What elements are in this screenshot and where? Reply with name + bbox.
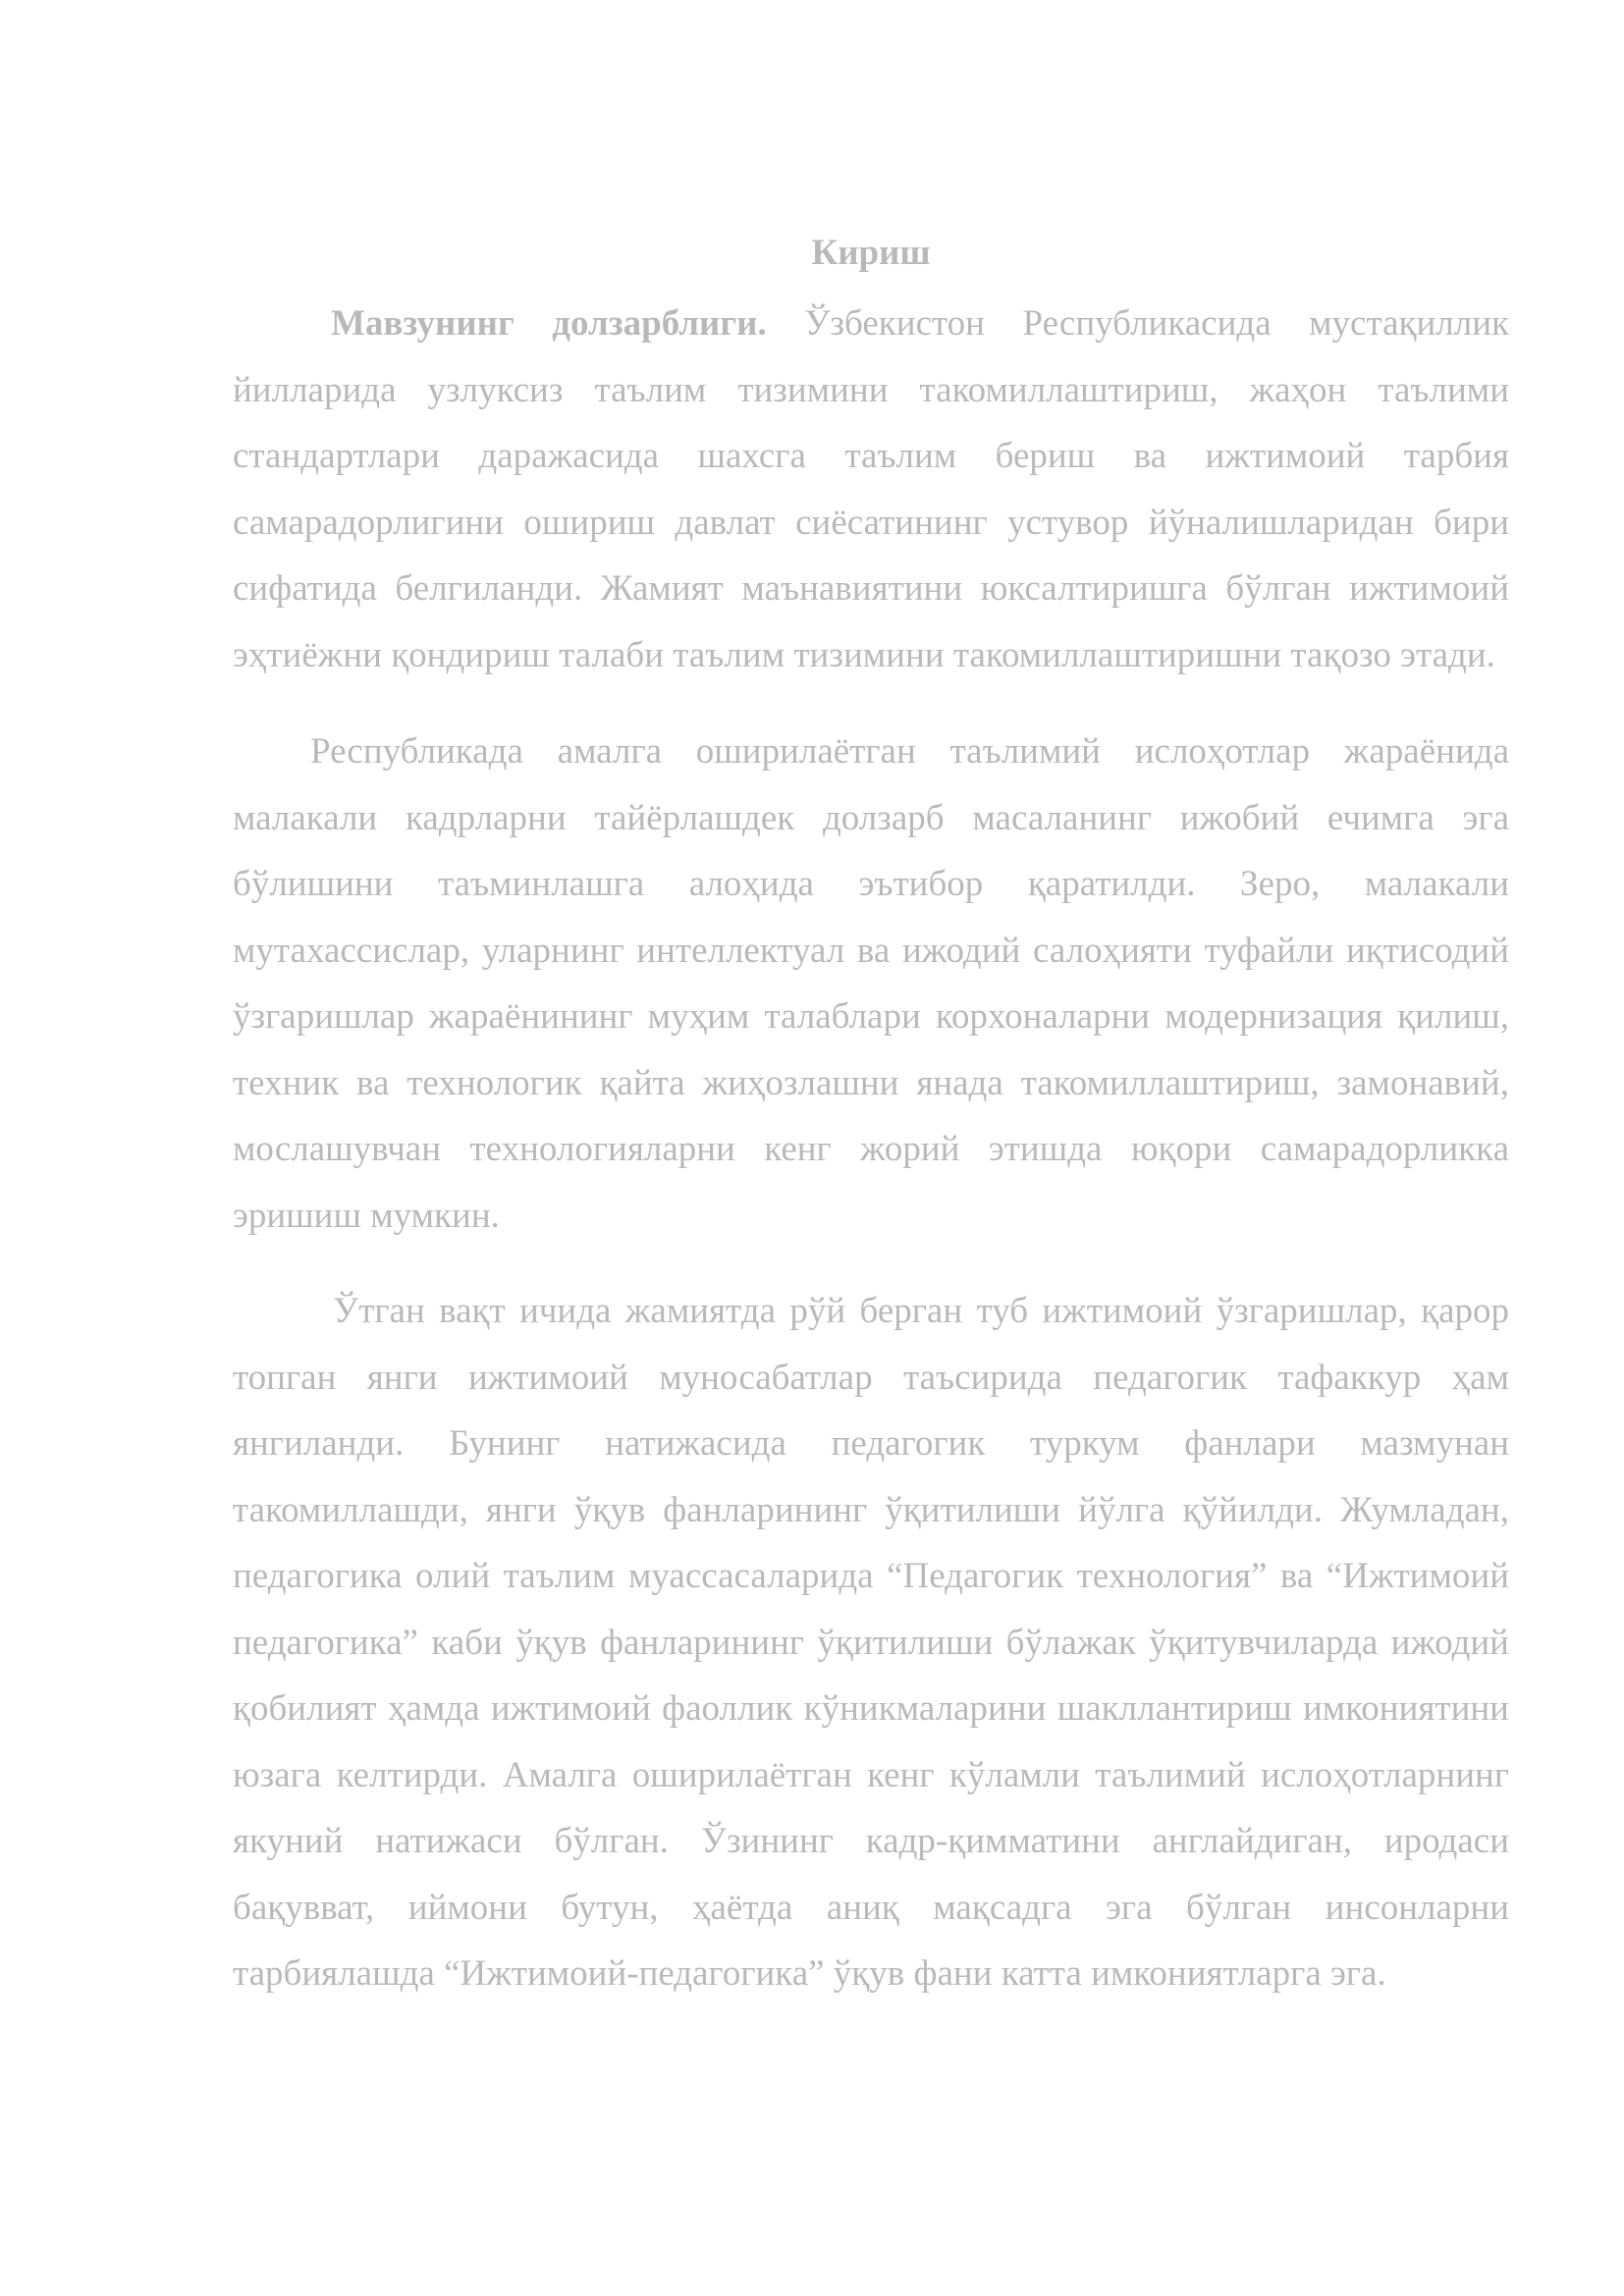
- document-body: [233, 224, 1509, 2007]
- paragraph-reforms: [233, 719, 1509, 1249]
- paragraph-pedagogy: [233, 1278, 1509, 2007]
- paragraph-relevance: [233, 291, 1509, 688]
- page-title: Кириш: [811, 233, 931, 273]
- paragraph-text: Ўтган вақт ичида жамиятда рўй берган туб ижтимоий ўзгаришлар, қарор топган янги ижтимоий муносабатлар таъсирида педагогик тафаккур ҳам янгиланди. Бунинг натижасида педагогик туркум фанлари мазмунан такомиллашди, янги ўқув фанларининг ўқитилиши йўлга қўйилди. Жумладан, педагогика олий таълим муассасаларида “Педагогик технология” ва “Ижтимоий педагогика” каби ўқув фанларининг ўқитилиши бўлажак ўқитувчиларда ижодий қобилият ҳамда ижтимоий фаоллик кўникмаларини шакллантириш имкониятини юзага келтирди. Амалга оширилаётган кенг кўламли таълимий ислоҳотларнинг якуний натижаси бўлган. Ўзининг кадр-қимматини англайдиган, иродаси бақувват, иймони бутун, ҳаётда аниқ мақсадга эга бўлган инсонларни тарбиялашда “Ижтимоий-педагогика” ўқув фани катта имкониятларга эга.: [233, 1291, 1509, 1994]
- paragraph-text: Ўзбекистон Республикасида мустақиллик йилларида узлуксиз таълим тизимини такомиллаштириш, жаҳон таълими стандартлари даражасида шахсга таълим бериш ва ижтимоий тарбия самарадорлигини ошириш давлат сиёсатининг устувор йўналишларидан бири сифатида белгиланди. Жамият маънавиятини юксалтиришга бўлган ижтимоий эҳтиёжни қондириш талаби таълим тизимини такомиллаштиришни тақозо этади.: [233, 303, 1509, 675]
- paragraph-lead: Мавзунинг долзарблиги.: [331, 303, 767, 344]
- paragraph-text: Республикада амалга оширилаётган таълимий ислоҳотлар жараёнида малакали кадрларни тайёрлашдек долзарб масаланинг ижобий ечимга эга бўлишини таъминлашга алоҳида эътибор қаратилди. Зеро, малакали мутахассислар, уларнинг интеллектуал ва ижодий салоҳияти туфайли иқтисодий ўзгаришлар жараёнининг муҳим талаблари корхоналарни модернизация қилиш, техник ва технологик қайта жиҳозлашни янада такомиллаштириш, замонавий, мослашувчан технологияларни кенг жорий этишда юқори самарадорликка эришиш мумкин.: [233, 731, 1509, 1236]
